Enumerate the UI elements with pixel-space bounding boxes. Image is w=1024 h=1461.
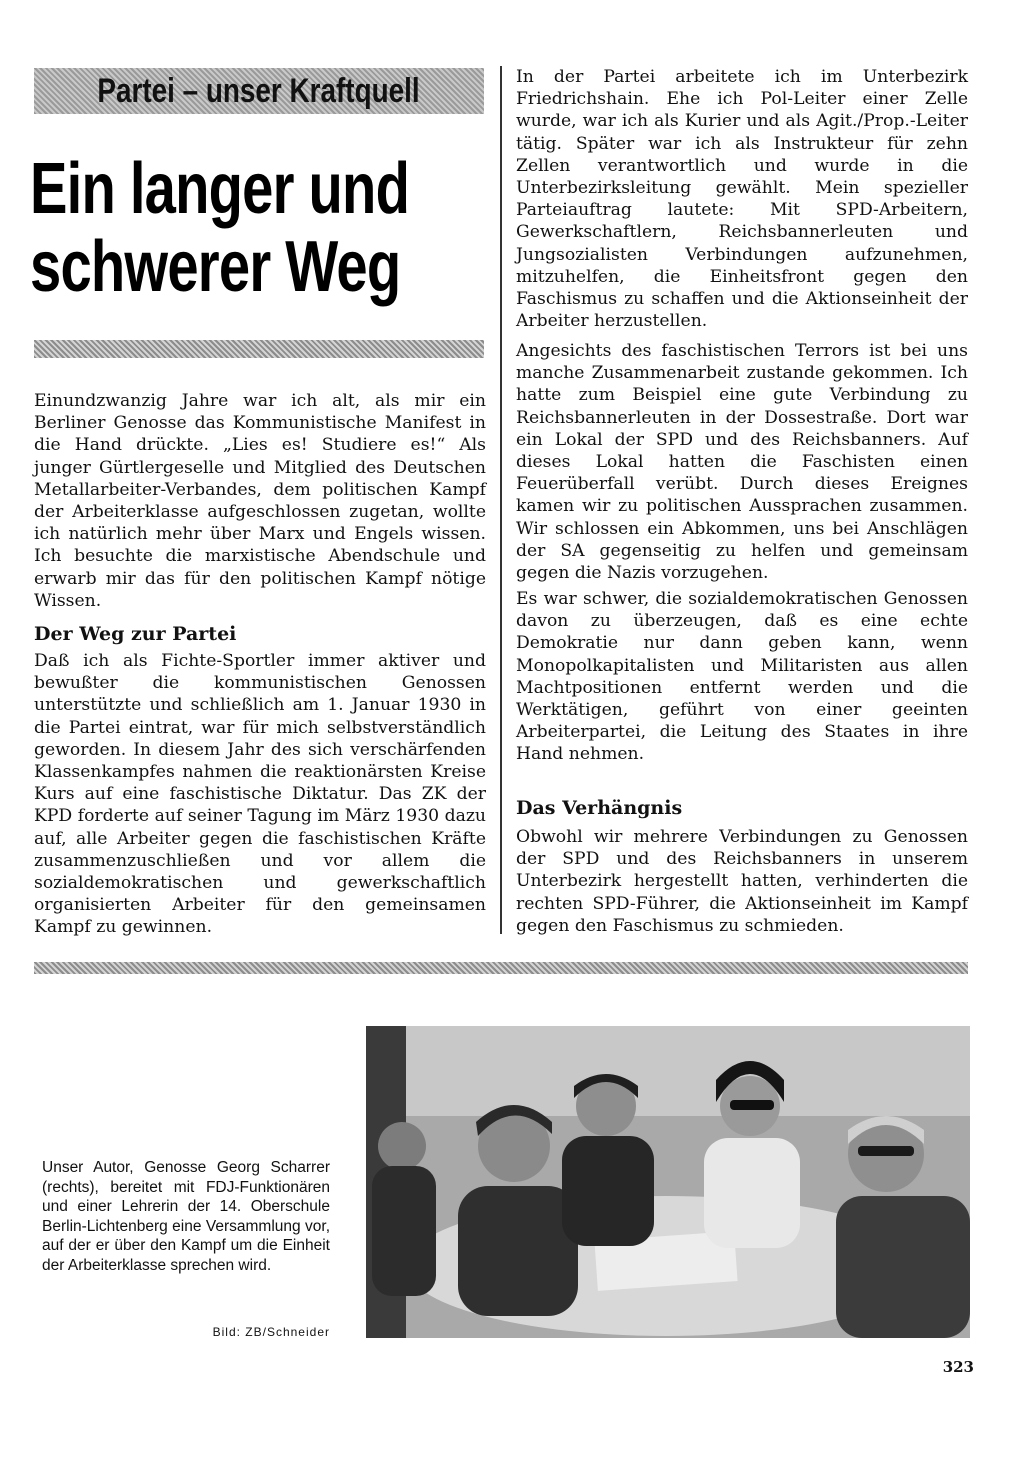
right-paragraph-1 [516,66,968,332]
photo-illustration [366,1026,970,1338]
intro-text: Einundzwanzig Jahre war ich alt, als mir ein Berliner Genosse das Kommunistische Manifest in die Hand drückte. „Lies es! Studiere es!“ Als junger Gürtlergeselle und Mitglied des Deutschen Metallarbeiter-Verbandes, dem politischen Kampf der Arbeiterklasse aufgeschlossen zugetan, wollte ich natürlich mehr über Marx und Engels wissen. Ich besuchte die marxistische Abendschule und erwarb mir das für den politischen Kampf nötige Wissen. [34,391,486,611]
kicker-text: Partei – unser Kraftquell [97,71,421,110]
section-2-text: Obwohl wir mehrere Verbindungen zu Genossen der SPD und des Reichsbanners in unserem Unterbezirk hergestellt hatten, verhinderten die rechten SPD-Führer, die Aktionseinheit im Kampf gegen den Faschismus zu schmieden. [516,827,968,936]
decorative-rule-top [34,340,484,358]
photo-credit: Bild: ZB/Schneider [212,1325,330,1339]
intro-paragraph [34,390,486,612]
column-divider [500,66,502,934]
photo-caption: Unser Autor, Genosse Georg Scharrer (rechts), bereitet mit FDJ-Funktionären und einer Lehrerin der 14. Oberschule Berlin-Lichtenberg eine Versammlung vor, auf der er über den Kampf um die Einheit der Arbeiterklasse sprechen wird. [42,1159,330,1274]
section-weg-zur-partei [34,650,486,939]
right-p3-text: Es war schwer, die sozialdemokratischen Genossen davon zu überzeugen, daß es eine echte Demokratie nur dann geben kann, wenn Monopolkapitalisten und Militaristen aus allen Machtpositionen entfernt werden und die Werktätigen, geführt von einer geeinten Arbeiterpartei, die Leitung des Staates in ihre Hand nehmen. [516,589,968,765]
headline-line-2: schwerer Weg [30,227,401,307]
right-p2-text: Angesichts des faschistischen Terrors ist bei uns manche Zusammenarbeit zustande gekommen. Ich hatte zum Beispiel eine gute Verbindung zu Reichsbannerleuten in der Dossestraße. Dort war ein Lokal der SPD und des Reichsbanners. Auf dieses Lokal hatten die Faschisten einen Feuerüberfall verübt. Durch dieses Ereignes kamen wir zu politischen Aussprachen zusammen. Wir schlossen ein Abkommen, uns bei Anschlägen der SA gegenseitig zu helfen und gemeinsam gegen die Nazis vorzugehen. [516,341,968,584]
subhead-verhaengnis: Das Verhängnis [516,797,683,819]
decorative-rule-middle [34,962,968,974]
kicker-banner [34,68,484,114]
section-1-text: Daß ich als Fichte-Sportler immer aktiver und bewußter die kommunistischen Genossen unterstützte und schließlich am 1. Januar 1930 in die Partei eintrat, war für mich selbstverständlich geworden. In diesem Jahr des sich verschärfenden Klassenkampfes nahmen die reaktionärsten Kreise Kurs auf eine faschistische Diktatur. Das ZK der KPD forderte auf seiner Tagung im März 1930 dazu auf, alle Arbeiter gegen die faschistischen Kräfte zusammenzuschließen und vor allem die sozialdemokratischen und gewerkschaftlich organisierten Arbeiter für den gemeinsamen Kampf zu gewinnen. [34,651,486,938]
section-verhaengnis [516,826,968,937]
subhead-weg-zur-partei: Der Weg zur Partei [34,623,237,645]
right-p1-text: In der Partei arbeitete ich im Unterbezirk Friedrichshain. Ehe ich Pol-Leiter einer Zelle wurde, war ich als Kurier und als Agit./Prop.-Leiter tätig. Später war ich als Instrukteur für zehn Zellen verantwortlich und wurde in die Unterbezirksleitung gewählt. Mein spezieller Parteiauftrag lautete: Mit SPD-Arbeitern, Gewerkschaftlern, Reichsbannerleuten und Jungsozialisten Verbindungen aufzunehmen, mitzuhelfen, die Einheitsfront gegen den Faschismus zu schaffen und die Aktionseinheit der Arbeiter herzustellen. [516,67,968,332]
group-photo [366,1026,970,1338]
headline [30,150,498,306]
right-paragraph-2 [516,340,968,584]
page-number: 323 [942,1358,974,1376]
right-paragraph-3 [516,588,968,766]
headline-line-1: Ein langer und [30,149,410,229]
